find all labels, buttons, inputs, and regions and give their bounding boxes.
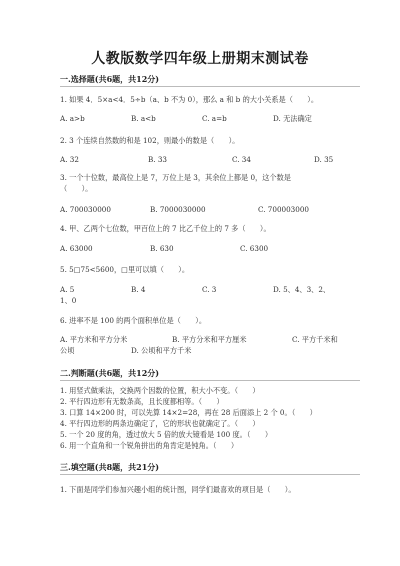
option-tail: 1、0: [60, 296, 77, 305]
question-text: 3. 一个十位数，最高位上是 7，万位上是 3，其余位上都是 0，这个数是: [60, 173, 291, 182]
option-c: C. 34: [232, 155, 251, 164]
section-divider: [60, 474, 360, 475]
option-d: D. 无法确定: [273, 114, 312, 123]
option-a: A. 63000: [60, 244, 93, 253]
question-text: 4. 甲、乙两个七位数，甲百位上的 7 比乙千位上的 7 多（ ）。: [60, 224, 271, 233]
question-text: 2. 3 个连续自然数的和是 102，则最小的数是（ ）。: [60, 136, 240, 145]
option-b: B. a<b: [131, 114, 156, 123]
option-c: C. 6300: [240, 244, 269, 253]
option-c: C. 700003000: [258, 205, 309, 214]
section-divider: [60, 86, 360, 87]
option-d: D. 5、4、3、2、: [273, 285, 331, 294]
option-d: D. 35: [314, 155, 334, 164]
judge-item: 4. 平行四边形的两条边确定了，它的形状也就确定了。（ ）: [60, 419, 260, 428]
judge-item: 6. 用一个直角和一个锐角拼出的角肯定是钝角。（ ）: [60, 441, 239, 450]
option-d: D. 公顷和平方千米: [131, 346, 192, 355]
question-text-cont: （ ）。: [60, 184, 93, 193]
section-heading-fill: 三.填空题(共8题，共21分): [60, 462, 160, 472]
option-b: B. 630: [150, 244, 174, 253]
option-b: B. 7000030000: [150, 205, 206, 214]
question-text: 1. 如果 4．5×a<4．5÷b（a、b 不为 0），那么 a 和 b 的大小关系是（ ）。: [60, 95, 319, 104]
section-heading-choice: 一.选择题(共6题，共12分): [60, 74, 160, 84]
option-a: A. 32: [60, 155, 79, 164]
option-c: C. 平方千米和: [292, 335, 338, 344]
judge-item: 5. 一个 20 度的角，透过放大 5 倍的放大镜看是 100 度。（ ）: [60, 430, 273, 439]
judge-item: 1. 用竖式做乘法，交换两个因数的位置，积大小不变。（ ）: [60, 386, 260, 395]
section-divider: [60, 380, 360, 381]
option-tail: 公顷: [60, 346, 75, 355]
option-a: A. 平方米和平方分米: [60, 335, 128, 344]
question-text: 5. 5□75<5600，□里可以填（ ）。: [60, 265, 190, 274]
judge-item: 3. 口算 14×200 时，可以先算 14×2=28，再在 28 后面添上 2 个 0。（ ）: [60, 408, 317, 417]
option-b: B. 平方分米和平方厘米: [172, 335, 247, 344]
option-a: A. 700030000: [60, 205, 111, 214]
judge-item: 2. 平行四边形有无数条高，且长度都相等。（ ）: [60, 397, 224, 406]
question-text: 6. 进率不是 100 的两个面积单位是（ ）。: [60, 316, 207, 325]
option-c: C. a=b: [202, 114, 227, 123]
option-a: A. 5: [60, 285, 75, 294]
option-c: C. 3: [202, 285, 217, 294]
option-b: B. 33: [148, 155, 167, 164]
page-title: 人教版数学四年级上册期末测试卷: [91, 51, 309, 67]
section-heading-judge: 二.判断题(共6题，共12分): [60, 368, 160, 378]
fill-item: 1. 下面是同学们参加兴趣小组的统计图，同学们最喜欢的项目是（ ）。: [60, 485, 296, 494]
option-b: B. 4: [131, 285, 146, 294]
option-a: A. a>b: [60, 114, 85, 123]
